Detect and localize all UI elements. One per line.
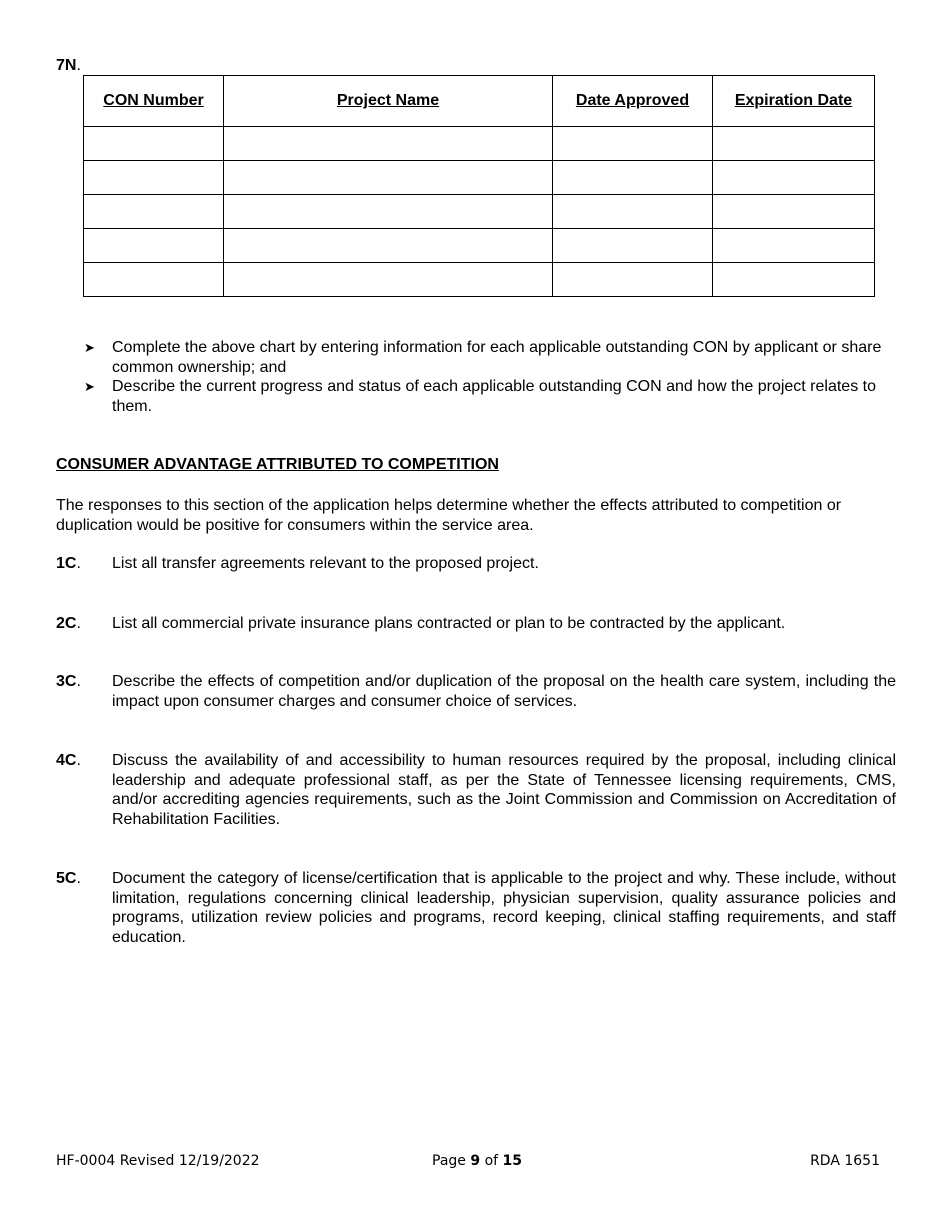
table-cell[interactable] bbox=[553, 263, 713, 297]
question-text: Document the category of license/certification that is applicable to the project and why. These include, without limitation, regulations concerning clinical leadership, physician supervision, quality assurance policies and programs, utilization review policies and programs, record keeping, clinical staffing requirements, and staff education. bbox=[112, 870, 896, 947]
question-text: List all transfer agreements relevant to the proposed project. bbox=[112, 555, 539, 572]
table-cell[interactable] bbox=[84, 161, 224, 195]
list-item: ➤ Describe the current progress and status of each applicable outstanding CON and how the project relates to them. bbox=[84, 378, 876, 415]
table-cell[interactable] bbox=[713, 263, 875, 297]
question-7n-label: 7N. bbox=[56, 57, 81, 74]
table-cell[interactable] bbox=[713, 229, 875, 263]
question-number: 1C. bbox=[56, 555, 81, 572]
question-1c bbox=[56, 554, 896, 574]
table-cell[interactable] bbox=[713, 127, 875, 161]
question-5c bbox=[56, 869, 896, 948]
question-2c bbox=[56, 614, 896, 634]
question-number: 5C. bbox=[56, 870, 81, 887]
instruction-bullets bbox=[82, 338, 897, 416]
table-cell[interactable] bbox=[553, 195, 713, 229]
question-3c bbox=[56, 672, 896, 711]
footer-page-number: Page 9 of 15 bbox=[432, 1153, 522, 1169]
outstanding-con-table bbox=[83, 75, 875, 297]
question-text: Describe the effects of competition and/or duplication of the proposal on the health care system, including the impact upon consumer charges and consumer choice of services. bbox=[112, 673, 896, 710]
section-intro: The responses to this section of the application helps determine whether the effects attributed to competition or duplication would be positive for consumers within the service area. bbox=[56, 497, 842, 534]
footer-rda: RDA 1651 bbox=[810, 1153, 880, 1169]
table-cell[interactable] bbox=[553, 229, 713, 263]
table-cell[interactable] bbox=[84, 229, 224, 263]
table-cell[interactable] bbox=[84, 127, 224, 161]
table-row bbox=[84, 161, 875, 195]
section-heading: CONSUMER ADVANTAGE ATTRIBUTED TO COMPETITION bbox=[56, 456, 499, 473]
col-header-date-approved: Date Approved bbox=[553, 76, 713, 127]
question-number: 4C. bbox=[56, 752, 81, 769]
table-cell[interactable] bbox=[713, 161, 875, 195]
footer-form-id: HF-0004 Revised 12/19/2022 bbox=[56, 1153, 260, 1169]
question-text: Discuss the availability of and accessibility to human resources required by the proposal, including clinical leadership and adequate professional staff, as per the State of Tennessee licensing requirements, CMS, and/or accrediting agencies requirements, such as the Joint Commission and Commission on Accreditation of Rehabilitation Facilities. bbox=[112, 752, 896, 829]
table-cell[interactable] bbox=[553, 127, 713, 161]
table-cell[interactable] bbox=[84, 195, 224, 229]
question-number: 2C. bbox=[56, 615, 81, 632]
table-cell[interactable] bbox=[224, 229, 553, 263]
arrow-bullet-icon: ➤ bbox=[84, 379, 95, 394]
table-cell[interactable] bbox=[224, 263, 553, 297]
table-cell[interactable] bbox=[553, 161, 713, 195]
arrow-bullet-icon: ➤ bbox=[84, 340, 95, 355]
list-item: ➤ Complete the above chart by entering information for each applicable outstanding CON by applicant or share common ownership; and bbox=[84, 339, 882, 376]
col-header-expiration-date: Expiration Date bbox=[713, 76, 875, 127]
table-cell[interactable] bbox=[224, 195, 553, 229]
question-text: List all commercial private insurance plans contracted or plan to be contracted by the applicant. bbox=[112, 615, 786, 632]
col-header-project-name: Project Name bbox=[224, 76, 553, 127]
question-4c bbox=[56, 751, 896, 830]
table-row bbox=[84, 195, 875, 229]
table-row bbox=[84, 127, 875, 161]
col-header-con-number: CON Number bbox=[84, 76, 224, 127]
table-cell[interactable] bbox=[224, 161, 553, 195]
table-cell[interactable] bbox=[84, 263, 224, 297]
question-number: 3C. bbox=[56, 673, 81, 690]
table-header-row bbox=[84, 76, 875, 127]
table-cell[interactable] bbox=[713, 195, 875, 229]
table-row bbox=[84, 229, 875, 263]
table-cell[interactable] bbox=[224, 127, 553, 161]
table-row bbox=[84, 263, 875, 297]
